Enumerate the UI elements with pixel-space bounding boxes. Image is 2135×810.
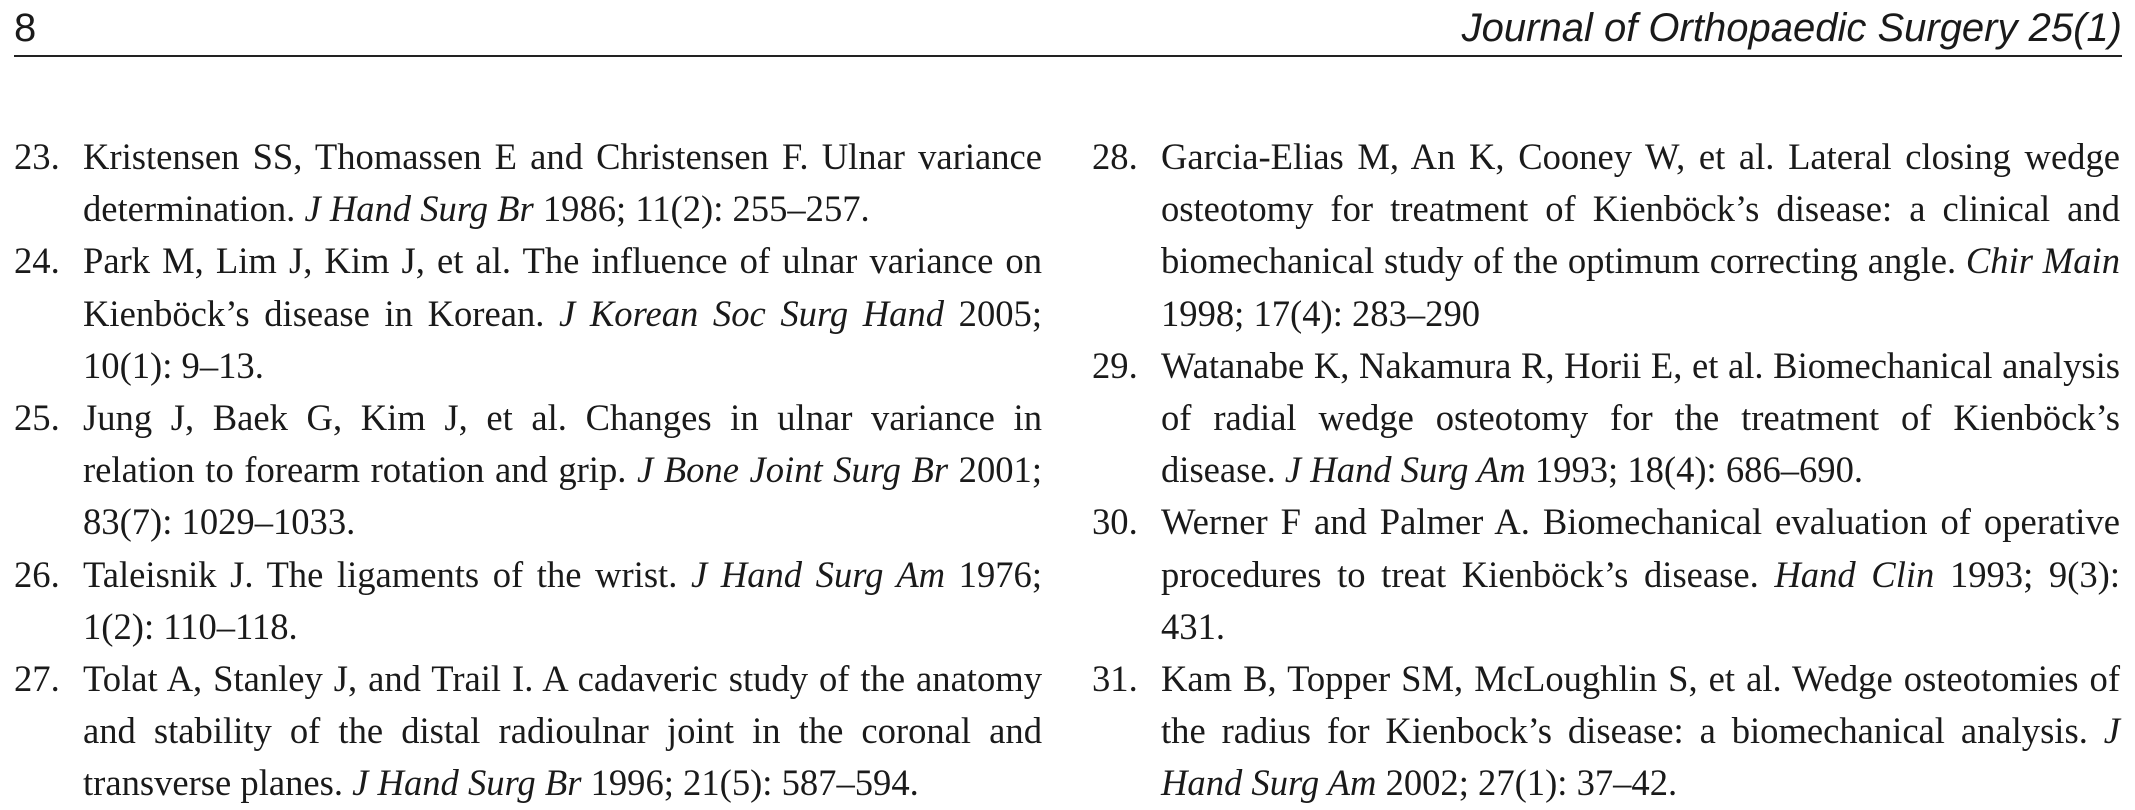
reference-item <box>14 549 1042 653</box>
reference-text: Garcia-Elias M, An K, Cooney W, et al. Lateral closing wedge osteotomy for treatment of Kienböck’s disease: a clinical and biomechanical study of the optimum correcting angle. <box>1161 136 2120 282</box>
reference-item <box>1092 340 2120 497</box>
reference-item <box>1092 131 2120 340</box>
reference-text: Taleisnik J. The ligaments of the wrist. <box>83 553 691 595</box>
reference-number: 29. <box>1092 344 1138 386</box>
reference-text: Kristensen SS, Thomassen E and Christensen F. Ulnar variance determination. <box>83 136 1042 230</box>
reference-text: Park M, Lim J, Kim J, et al. The influence of ulnar variance on Kienböck’s disease in Korean. <box>83 240 1042 334</box>
reference-journal: J Hand Surg Br <box>304 188 534 230</box>
reference-details: 1986; 11(2): 255–257. <box>533 188 870 230</box>
reference-details: 1993; 18(4): 686–690. <box>1525 449 1864 491</box>
reference-item <box>14 131 1042 235</box>
reference-journal: J Hand Surg Am <box>690 553 946 595</box>
reference-journal: J Hand Surg Am <box>1284 449 1526 491</box>
reference-details: 2005; 10(1): 9–13. <box>83 292 1043 386</box>
reference-number: 25. <box>14 397 60 439</box>
page-header <box>14 0 2122 57</box>
reference-details: 2001; 83(7): 1029–1033. <box>83 449 1042 543</box>
reference-details: 1993; 9(3): 431. <box>1161 553 2120 647</box>
reference-details: 1996; 21(5): 587–594. <box>581 762 919 804</box>
journal-title: Journal of Orthopaedic Surgery 25(1) <box>1461 6 2122 50</box>
reference-number: 30. <box>1092 501 1138 543</box>
reference-journal: J Hand Surg Br <box>352 762 582 804</box>
reference-journal: Chir Main <box>1965 240 2120 282</box>
reference-number: 23. <box>14 136 60 177</box>
reference-text: Kam B, Topper SM, McLoughlin S, et al. Wedge osteotomies of the radius for Kienbock’s disease: a biomechanical analysis. <box>1161 658 2120 752</box>
reference-number: 28. <box>1092 136 1138 177</box>
reference-text: Jung J, Baek G, Kim J, et al. Changes in ulnar variance in relation to forearm rotation and grip. <box>83 397 1042 491</box>
reference-journal: J Hand Surg Am <box>1161 710 2120 804</box>
reference-details: 2002; 27(1): 37–42. <box>1376 762 1678 804</box>
reference-item <box>14 235 1042 392</box>
reference-item <box>1092 496 2120 653</box>
references-right-column <box>1092 131 2120 810</box>
references-left-column <box>14 131 1042 810</box>
reference-details: 1998; 17(4): 283–290 <box>1161 292 1481 334</box>
reference-details: 1976; 1(2): 110–118. <box>83 553 1043 647</box>
reference-number: 26. <box>14 553 60 595</box>
reference-journal: Hand Clin <box>1774 553 1935 595</box>
reference-item <box>14 653 1042 810</box>
reference-text: Tolat A, Stanley J, and Trail I. A cadaveric study of the anatomy and stability of the distal radioulnar joint in the coronal and transverse planes. <box>83 658 1042 804</box>
page-number: 8 <box>14 6 37 50</box>
reference-journal: J Bone Joint Surg Br <box>636 449 949 491</box>
reference-item <box>1092 653 2120 810</box>
reference-journal: J Korean Soc Surg Hand <box>559 292 945 334</box>
reference-text: Watanabe K, Nakamura R, Horii E, et al. Biomechanical analysis of radial wedge osteotomy for the treatment of Kienböck’s disease. <box>1161 344 2120 491</box>
reference-number: 24. <box>14 240 60 282</box>
reference-item <box>14 392 1042 549</box>
reference-number: 31. <box>1092 658 1138 700</box>
reference-number: 27. <box>14 658 60 700</box>
reference-text: Werner F and Palmer A. Biomechanical evaluation of operative procedures to treat Kienböck’s disease. <box>1161 501 2120 595</box>
